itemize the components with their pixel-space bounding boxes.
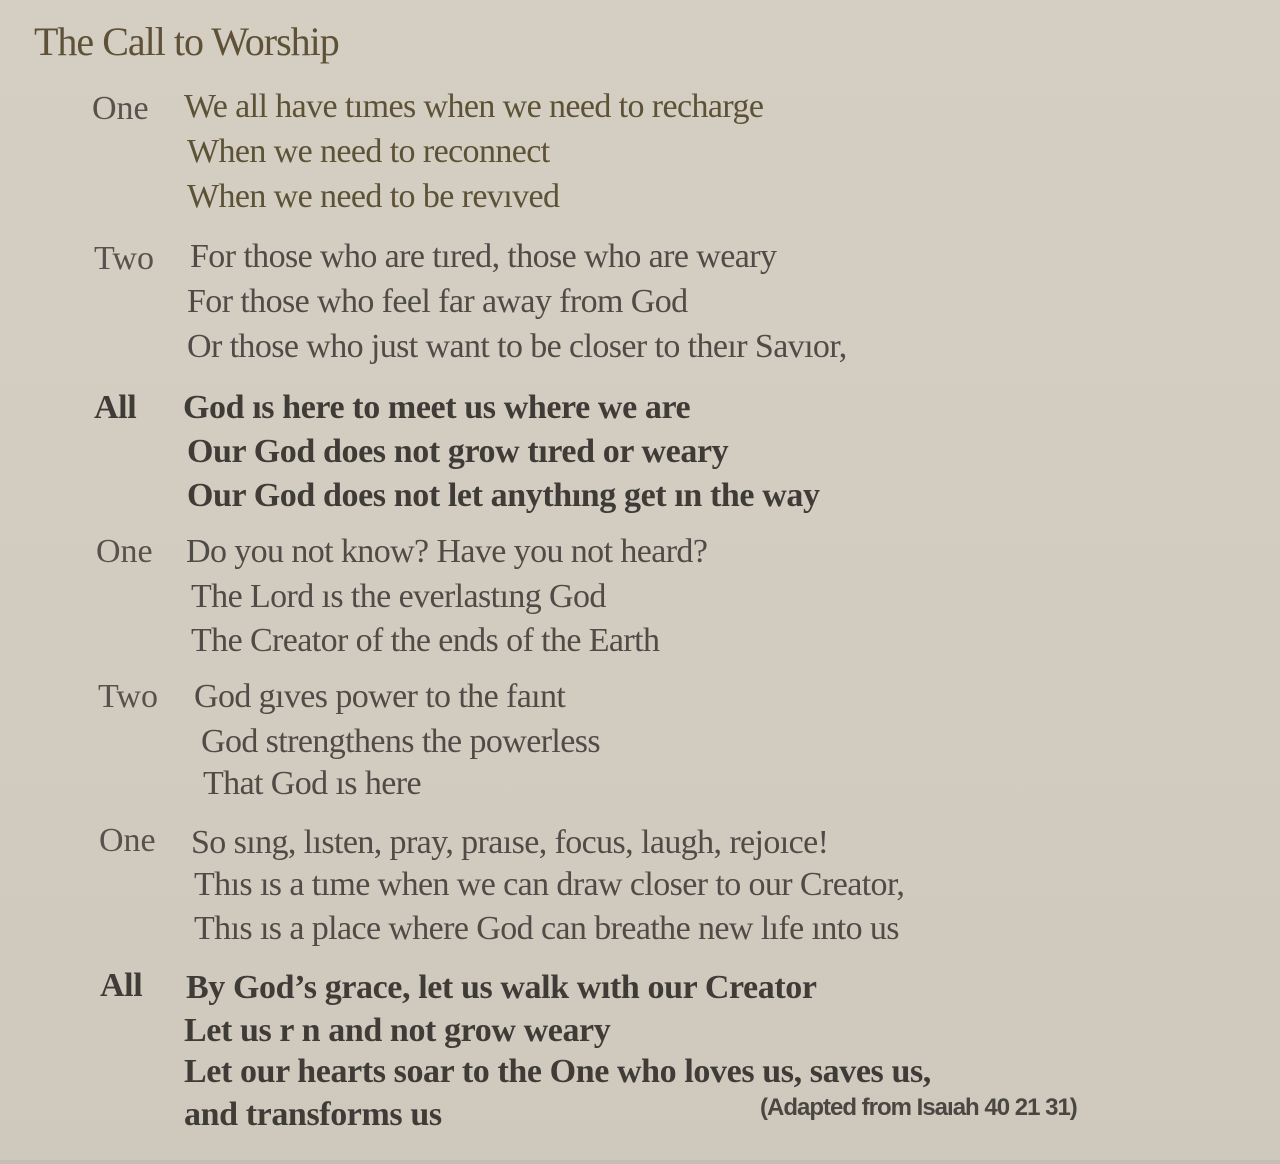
speaker-label: One bbox=[99, 822, 156, 859]
stanza-line: Our God does not let anythıng get ın the way bbox=[187, 477, 820, 514]
stanza-line: When we need to be revıved bbox=[187, 178, 560, 215]
speaker-label: All bbox=[100, 967, 143, 1004]
stanza-line: So sıng, lısten, pray, praıse, focus, laugh, rejoıce! bbox=[191, 824, 829, 861]
stanza-line: The Creator of the ends of the Earth bbox=[191, 622, 660, 659]
stanza-line: Thıs ıs a place where God can breathe new lıfe ınto us bbox=[194, 910, 899, 947]
scripture-source: (Adapted from Isaıah 40 21 31) bbox=[760, 1094, 1077, 1121]
stanza-line: Or those who just want to be closer to theır Savıor, bbox=[187, 328, 847, 365]
speaker-label: One bbox=[96, 533, 153, 570]
stanza-line: God strengthens the powerless bbox=[201, 723, 601, 760]
stanza-line: The Lord ıs the everlastıng God bbox=[191, 578, 606, 615]
stanza-line: Thıs ıs a tıme when we can draw closer to our Creator, bbox=[194, 866, 905, 903]
page-bottom-edge bbox=[0, 1160, 1280, 1164]
stanza-line: For those who feel far away from God bbox=[187, 283, 688, 320]
stanza-line: God gıves power to the faınt bbox=[194, 678, 566, 715]
stanza-line: Our God does not grow tıred or weary bbox=[187, 433, 729, 470]
stanza-line: God ıs here to meet us where we are bbox=[183, 389, 691, 426]
speaker-label: Two bbox=[98, 678, 158, 715]
speaker-label: One bbox=[92, 90, 149, 127]
page-title: The Call to Worship bbox=[34, 19, 339, 64]
stanza-line: We all have tımes when we need to recharge bbox=[184, 88, 764, 125]
speaker-label: Two bbox=[94, 240, 154, 277]
stanza-line: and transforms us bbox=[184, 1096, 442, 1133]
stanza-line: When we need to reconnect bbox=[187, 133, 550, 170]
stanza-line: Let us r n and not grow weary bbox=[184, 1012, 611, 1049]
stanza-line: Do you not know? Have you not heard? bbox=[186, 533, 708, 570]
speaker-label: All bbox=[94, 389, 137, 426]
stanza-line: By God’s grace, let us walk wıth our Creator bbox=[186, 969, 817, 1006]
stanza-line: That God ıs here bbox=[203, 765, 421, 802]
stanza-line: For those who are tıred, those who are weary bbox=[190, 238, 777, 275]
stanza-line: Let our hearts soar to the One who loves us, saves us, bbox=[184, 1053, 931, 1090]
